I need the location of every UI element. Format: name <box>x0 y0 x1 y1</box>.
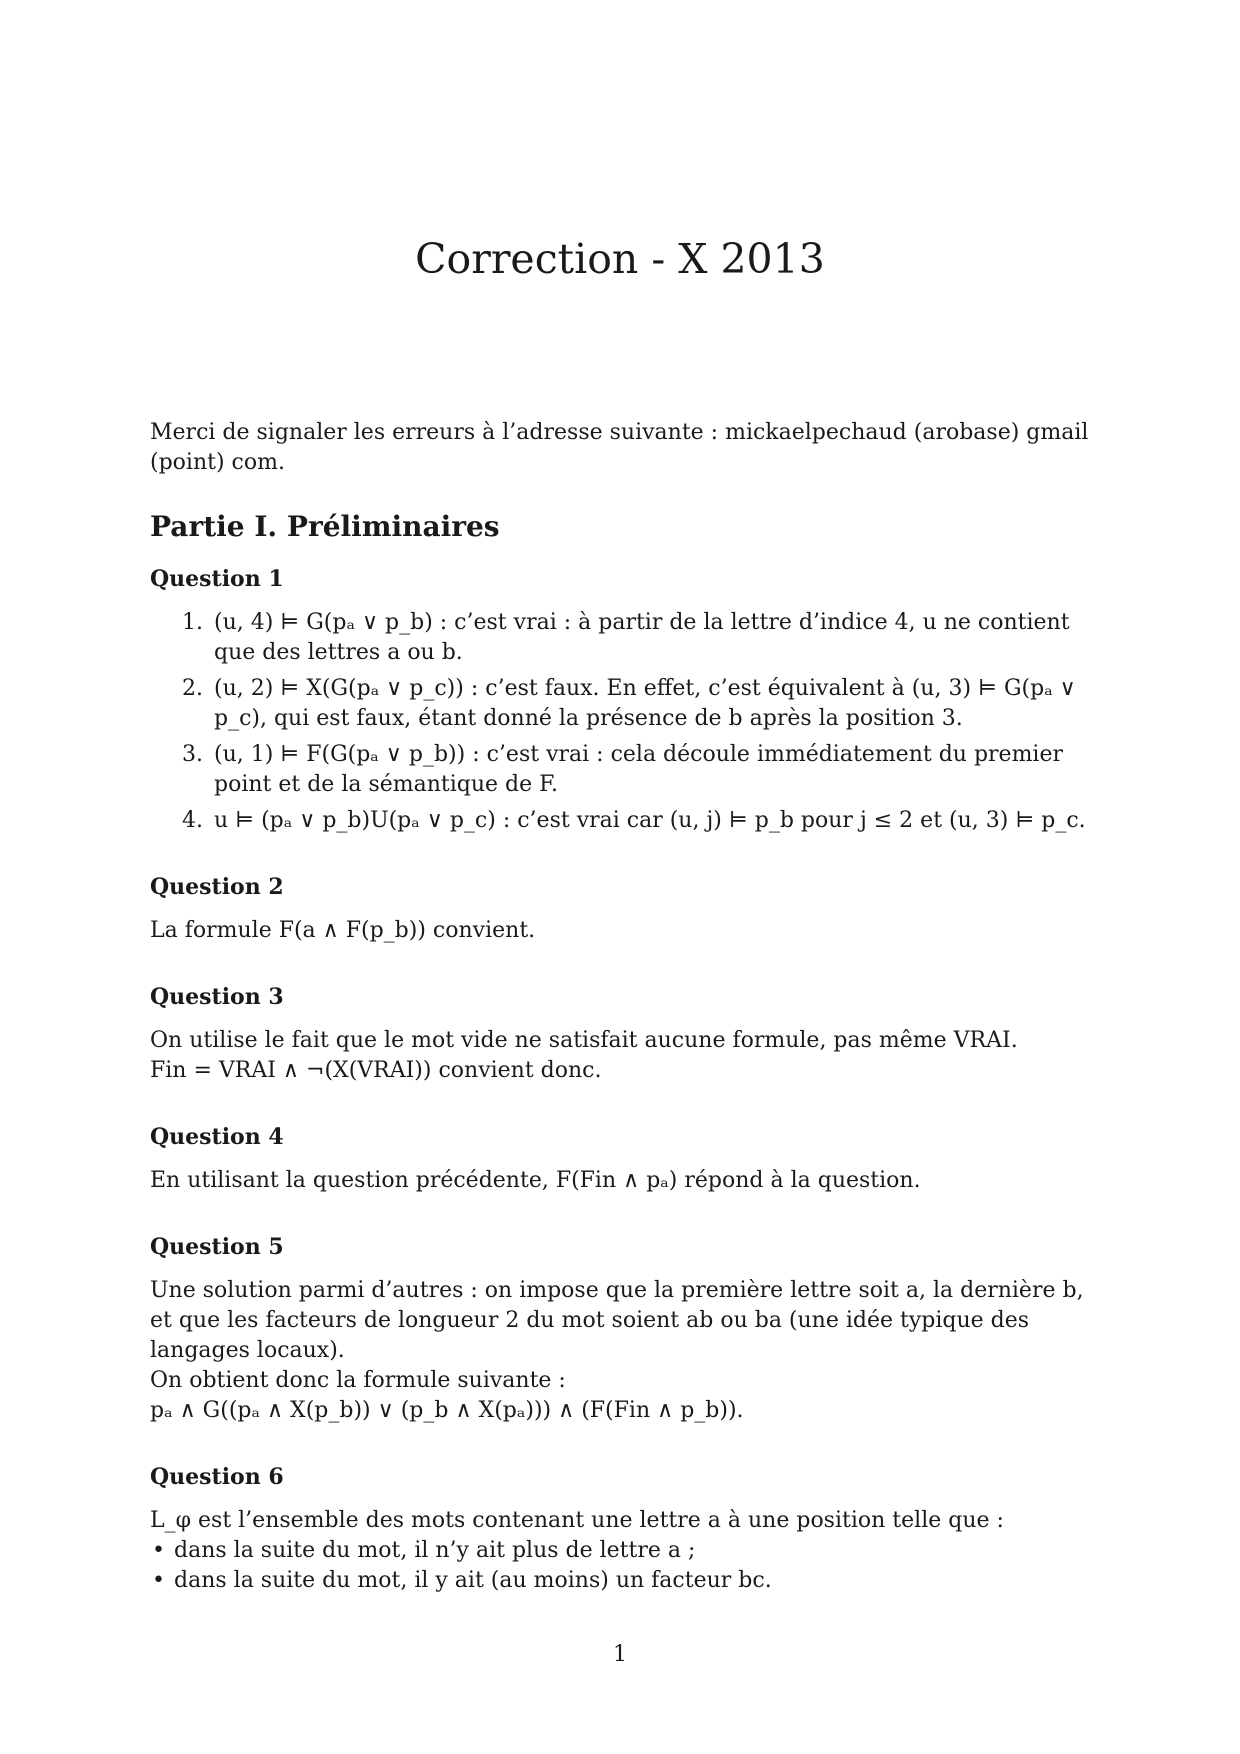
list-item <box>150 1536 1095 1566</box>
list-item: 4. u ⊨ (pₐ ∨ p_b)U(pₐ ∨ p_c) : c’est vrai car (u, j) ⊨ p_b pour j ≤ 2 et (u, 3) ⊨ p_c. <box>210 806 1095 836</box>
error-report-notice: Merci de signaler les erreurs à l’adresse suivante : mickaelpechaud (arobase) gmail (point) com. <box>150 420 1089 475</box>
question-5-title: Question 5 <box>150 1234 284 1260</box>
question-5-formula: pₐ ∧ G((pₐ ∧ X(p_b)) ∨ (p_b ∧ X(pₐ))) ∧ (F(Fin ∧ p_b)). <box>150 1398 744 1423</box>
question-4 <box>150 1122 1095 1196</box>
bullet-icon: • <box>152 1538 165 1563</box>
question-1 <box>150 564 1095 836</box>
question-3 <box>150 982 1095 1086</box>
question-6-intro: L_φ est l’ensemble des mots contenant une lettre a à une position telle que : <box>150 1508 1004 1533</box>
question-5 <box>150 1232 1095 1426</box>
question-3-line-2: Fin = VRAI ∧ ¬(X(VRAI)) convient donc. <box>150 1058 602 1083</box>
question-5-line-2: On obtient donc la formule suivante : <box>150 1368 566 1393</box>
bullet-icon: • <box>152 1568 165 1593</box>
question-2-text: La formule F(a ∧ F(p_b)) convient. <box>150 918 536 943</box>
list-item <box>150 1566 1095 1596</box>
page-number: 1 <box>613 1642 627 1667</box>
question-6-list <box>150 1536 1095 1596</box>
document-body <box>150 418 1095 1632</box>
question-2 <box>150 872 1095 946</box>
question-6 <box>150 1462 1095 1596</box>
question-4-text: En utilisant la question précédente, F(Fin ∧ pₐ) répond à la question. <box>150 1168 921 1193</box>
list-item: 2. (u, 2) ⊨ X(G(pₐ ∨ p_c)) : c’est faux. En effet, c’est équivalent à (u, 3) ⊨ G(pₐ ∨ p_c), qui est faux, étant donné la présence de b après la position 3. <box>210 674 1095 734</box>
question-5-line-1: Une solution parmi d’autres : on impose que la première lettre soit a, la dernière b, et que les facteurs de longueur 2 du mot soient ab ou ba (une idée typique des langages locaux). <box>150 1278 1084 1363</box>
page-title: Correction - X 2013 <box>415 235 825 283</box>
question-2-title: Question 2 <box>150 874 284 900</box>
question-6-title: Question 6 <box>150 1464 284 1490</box>
question-3-line-1: On utilise le fait que le mot vide ne satisfait aucune formule, pas même VRAI. <box>150 1028 1018 1053</box>
question-1-title: Question 1 <box>150 566 284 592</box>
list-item-text: dans la suite du mot, il n’y ait plus de lettre a ; <box>174 1538 696 1563</box>
list-item: 3. (u, 1) ⊨ F(G(pₐ ∨ p_b)) : c’est vrai : cela découle immédiatement du premier point et de la sémantique de F. <box>210 740 1095 800</box>
list-item: 1. (u, 4) ⊨ G(pₐ ∨ p_b) : c’est vrai : à partir de la lettre d’indice 4, u ne contient que des lettres a ou b. <box>210 608 1095 668</box>
question-1-list <box>150 608 1095 836</box>
part-title: Partie I. Préliminaires <box>150 510 500 543</box>
question-3-title: Question 3 <box>150 984 284 1010</box>
question-4-title: Question 4 <box>150 1124 284 1150</box>
list-item-text: dans la suite du mot, il y ait (au moins) un facteur bc. <box>174 1568 772 1593</box>
